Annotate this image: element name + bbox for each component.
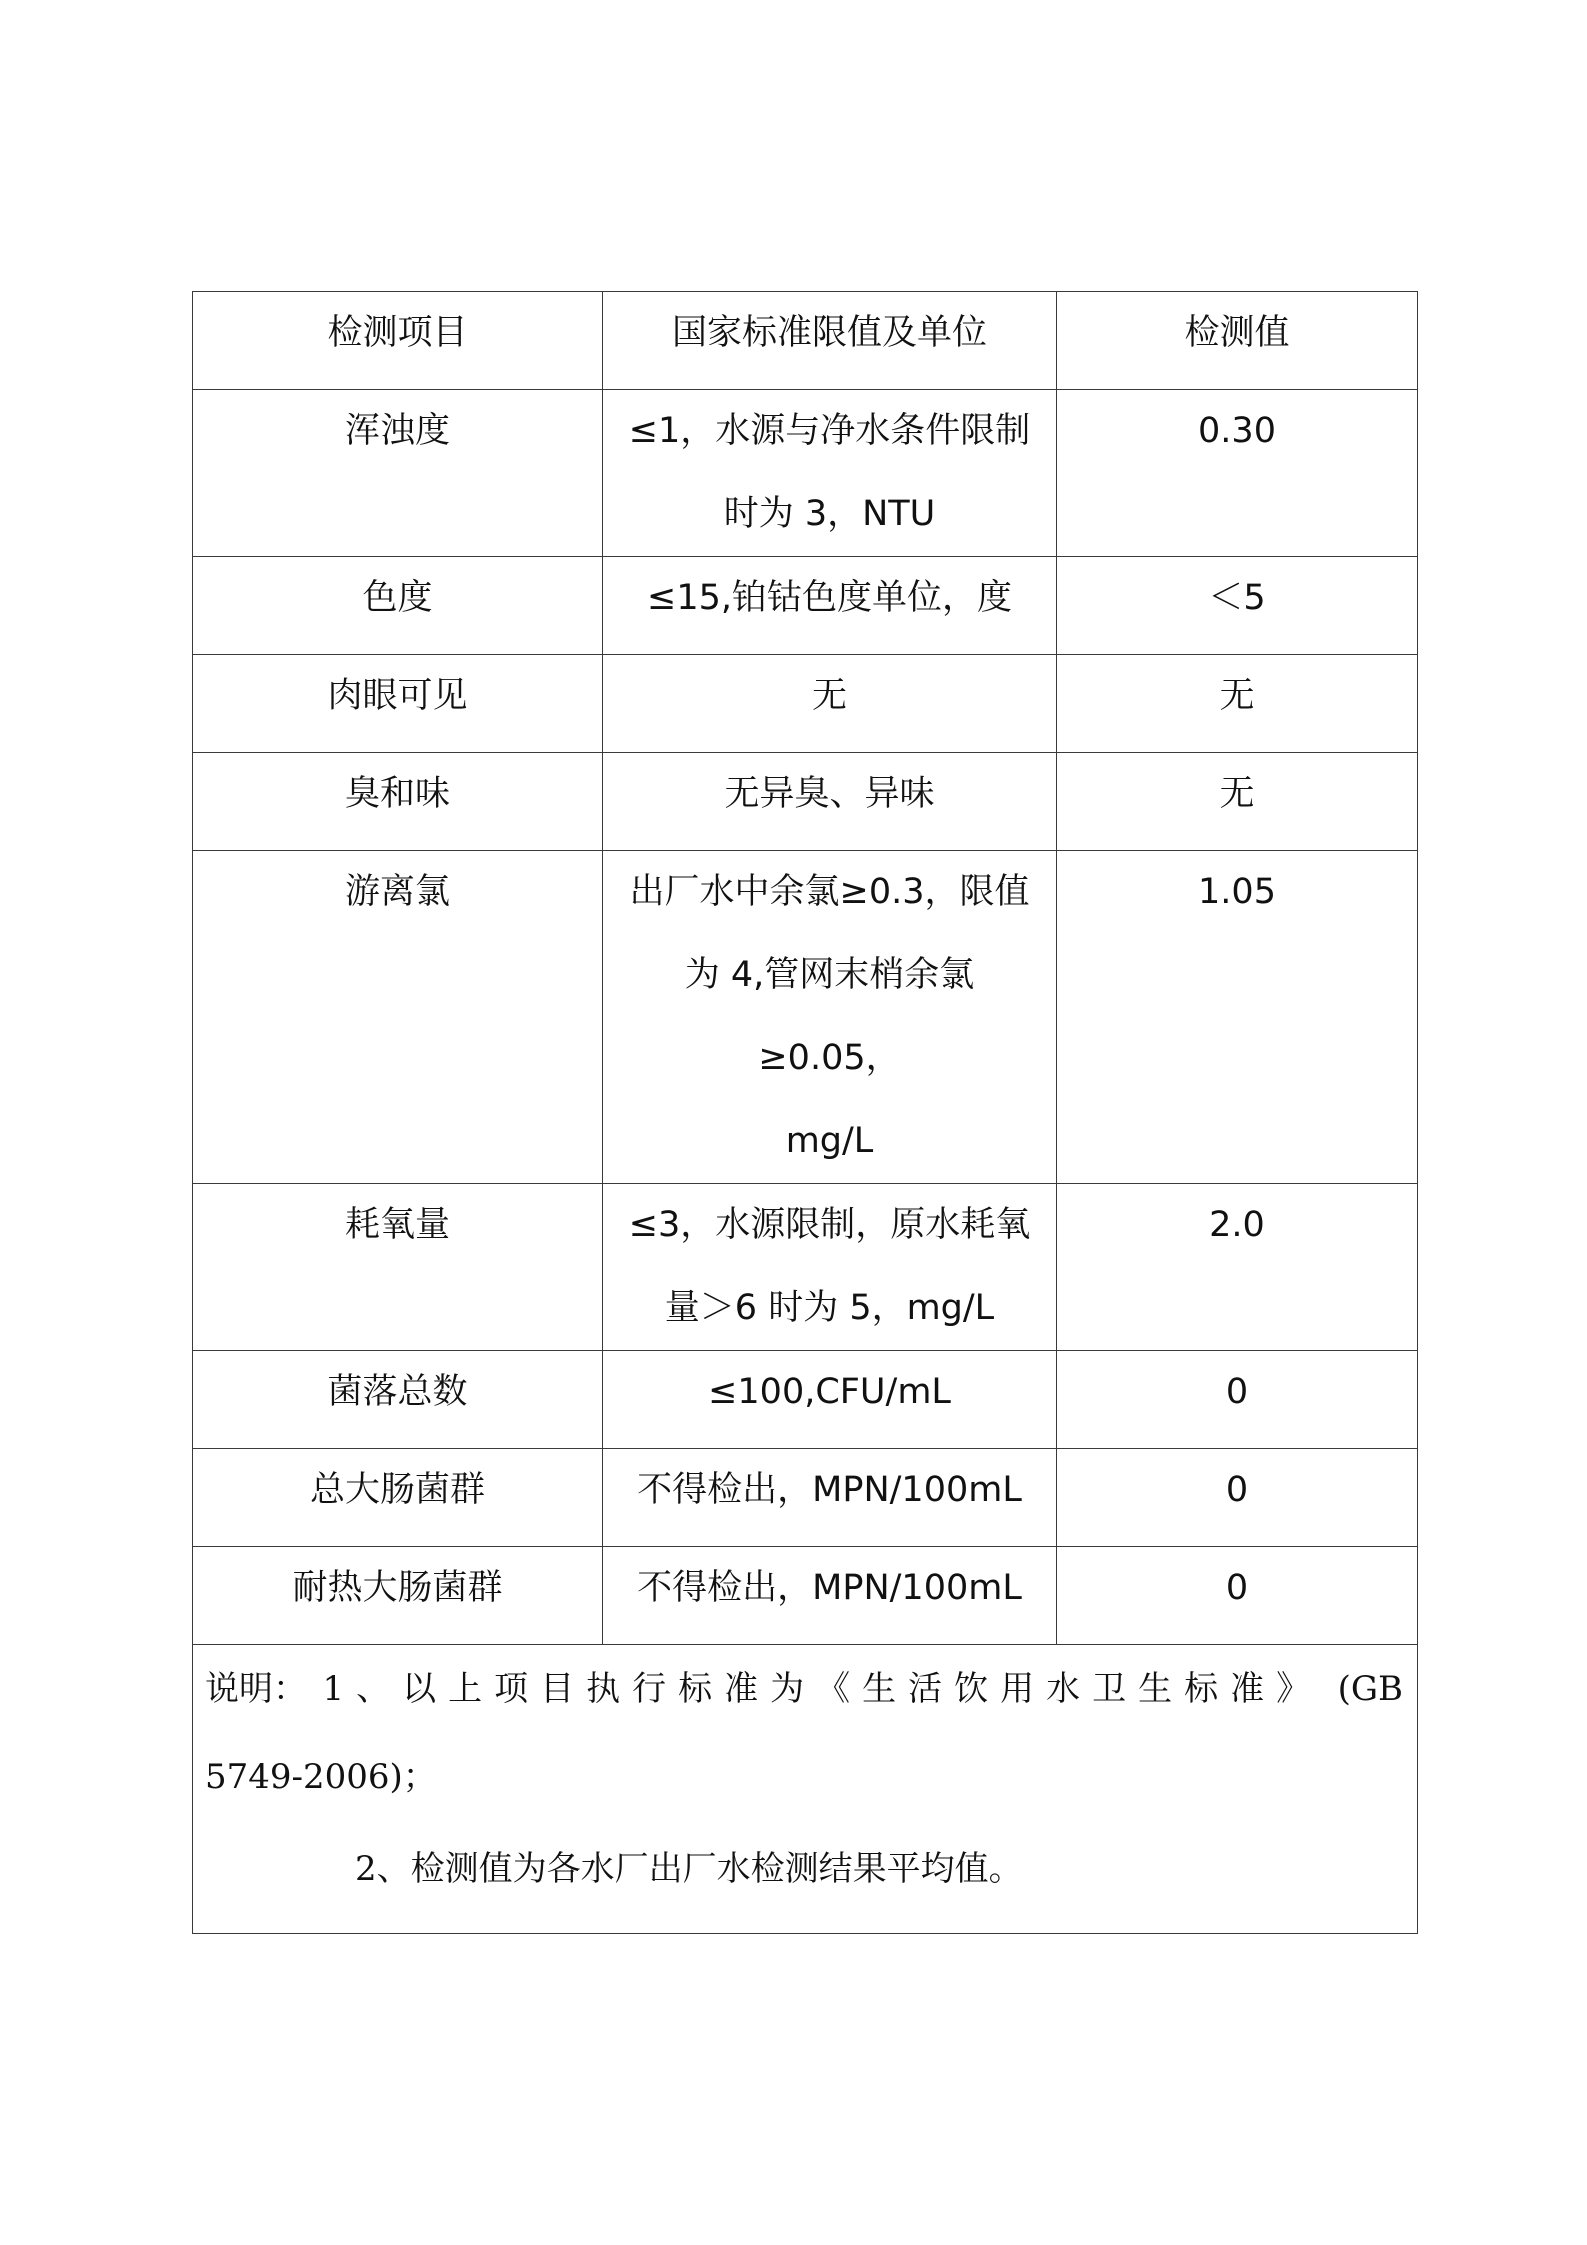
note-row — [193, 1645, 1418, 1934]
table-row — [193, 1547, 1418, 1645]
water-quality-table — [192, 291, 1418, 1934]
limit-cell: ≤15,铂钴色度单位，度 — [603, 557, 1057, 655]
value-cell: 无 — [1057, 655, 1418, 753]
note-standard-code-start: (GB — [1337, 1669, 1403, 1709]
value-cell: 0 — [1057, 1449, 1418, 1547]
note-cell — [193, 1645, 1418, 1934]
limit-line: 为 4,管网末梢余氯≥0.05， — [684, 955, 975, 1078]
header-cell-value: 检测值 — [1057, 292, 1418, 390]
limit-line: 量＞6 时为 5，mg/L — [664, 1288, 995, 1328]
value-cell: ＜5 — [1057, 557, 1418, 655]
limit-line: mg/L — [785, 1121, 874, 1161]
note-prefix: 说明： — [205, 1669, 307, 1709]
note-line-3: 2、检测值为各水厂出厂水检测结果平均值。 — [355, 1849, 1023, 1889]
limit-line: 时为 3，NTU — [723, 494, 936, 534]
item-cell: 菌落总数 — [193, 1351, 603, 1449]
value-cell: 2.0 — [1057, 1184, 1418, 1351]
item-cell: 色度 — [193, 557, 603, 655]
value-cell: 0 — [1057, 1351, 1418, 1449]
item-cell: 浑浊度 — [193, 390, 603, 557]
header-cell-item: 检测项目 — [193, 292, 603, 390]
item-cell: 肉眼可见 — [193, 655, 603, 753]
table-row — [193, 753, 1418, 851]
value-cell: 0.30 — [1057, 390, 1418, 557]
table-row — [193, 390, 1418, 557]
limit-cell: 不得检出，MPN/100mL — [603, 1547, 1057, 1645]
item-cell: 总大肠菌群 — [193, 1449, 603, 1547]
limit-cell: 无 — [603, 655, 1057, 753]
table-row — [193, 1184, 1418, 1351]
item-cell: 臭和味 — [193, 753, 603, 851]
limit-cell: 不得检出，MPN/100mL — [603, 1449, 1057, 1547]
note-standard-text: 1、以上项目执行标准为《生活饮用水卫生标准》 — [322, 1669, 1323, 1709]
limit-cell: 无异臭、异味 — [603, 753, 1057, 851]
item-cell: 耗氧量 — [193, 1184, 603, 1351]
limit-line: ≤3，水源限制，原水耗氧 — [628, 1205, 1031, 1245]
note-line-2: 5749-2006)； — [205, 1757, 437, 1797]
limit-line: ≤1，水源与净水条件限制 — [628, 411, 1031, 451]
table-header-row — [193, 292, 1418, 390]
limit-cell — [603, 390, 1057, 557]
note-line-1 — [205, 1645, 1403, 1733]
header-cell-limit: 国家标准限值及单位 — [603, 292, 1057, 390]
limit-cell — [603, 1184, 1057, 1351]
limit-cell: ≤100,CFU/mL — [603, 1351, 1057, 1449]
table-row — [193, 1351, 1418, 1449]
item-cell: 耐热大肠菌群 — [193, 1547, 603, 1645]
value-cell: 0 — [1057, 1547, 1418, 1645]
value-cell: 无 — [1057, 753, 1418, 851]
table-row — [193, 1449, 1418, 1547]
table-row — [193, 851, 1418, 1184]
limit-cell — [603, 851, 1057, 1184]
value-cell: 1.05 — [1057, 851, 1418, 1184]
table-row — [193, 655, 1418, 753]
table-row — [193, 557, 1418, 655]
item-cell: 游离氯 — [193, 851, 603, 1184]
limit-line: 出厂水中余氯≥0.3，限值 — [629, 872, 1030, 912]
